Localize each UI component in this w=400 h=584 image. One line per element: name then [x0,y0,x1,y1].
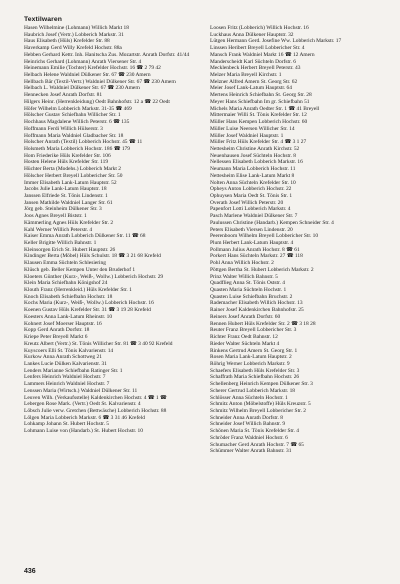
directory-entry: Pasch Marlene Waldniel Dülkener Str. 7 [210,213,298,220]
directory-entry: Schröder Franz Waldniel Hochstr. 6 [210,434,288,441]
directory-entry: Schaefers Elisabeth Hüls Krefelder Str. 3 [210,367,300,374]
directory-entry: Klausen Emma Süchteln Schlesiering [24,260,106,267]
directory-entry: Reuter Franz Breyell Lobbericher Str. 3 [210,327,297,334]
directory-entry: Immer Elisabeth Lank-Latum Hauptstr. 52 [24,179,117,186]
directory-entry: Lohkamp Johann St. Hubert Hochstr. 5 [24,421,110,428]
directory-entry: Löbsch Julie verw. Gretchen (Bettwäsche) Lobberich Hochstr. 88 [24,407,167,414]
directory-entry: Klein Maria Schiefbahn Königshof 24 [24,280,108,287]
section-heading: Textilwaren [24,16,62,23]
directory-entry: Müller Fritz Hüls Krefelder Str. 4 ☎ 3 1 27 [210,139,307,146]
directory-entry: Kohnert Josef Moerser Hauptstr. 16 [24,320,102,327]
directory-entry: Müller Josef Waldniel Hauptstr. 1 [210,132,284,139]
directory-entry: Koenen Gustav Hüls Krefelder Str. 31 ☎ 3 19 28 Krefeld [24,307,151,314]
directory-entry: Hochhaus Magdalene Willich Peterstr. 6 ☎ 135 [24,119,130,126]
directory-entry: Melzner Alfred Amern St. Georg Str. 62 [210,78,298,85]
directory-entry: Knoch Elisabeth Schiefbahn Hochstr. 18 [24,293,113,300]
directory-entry: Müller Luise Neersen Willicher Str. 14 [210,125,295,132]
directory-entry: Kriepe Peter Breyell Markt 6 [24,334,88,341]
directory-entry: Klouth Franz (Herrenkleid.) Hüls Krefelder Str. 1 [24,287,132,294]
directory-entry: Lenfers Heinrich Waldniel Hochstr. 7 [24,374,106,381]
directory-entry: Nettesheim Elise Lank-Latum Markt 8 [210,172,295,179]
directory-entry: Kindinger Berta (Möbel) Hüls Schulstr. 18 ☎ 3 21 68 Krefeld [24,253,161,260]
directory-entry: Schümmer Walter Anrath Bahnstr. 31 [210,448,292,455]
directory-entry: Hoffmann Ferdi Willich Hülserstr. 3 [24,125,103,132]
directory-entry: Quasten Luise Schiefbahn Bruchstr. 2 [210,293,293,300]
directory-entry: Hölscher Gustav Schiefbahn Willicher Str. 1 [24,112,121,119]
directory-entry: Michels Maria Anrath Oedter Str. 1 ☎ 41 Breyell [210,105,320,112]
directory-entry: Jörg geb. Steinheim Dülkener Str. 3 [24,206,102,213]
directory-entry: Neumann Maria Lobberich Hochstr. 11 [210,166,296,173]
directory-entry: Müller Hans Kempen Lobberich Hochstr. 60 [210,119,308,126]
directory-entry: Haubrich Josef (Vertr.) Lobberich Markstr. 31 [24,31,124,38]
directory-entry: Kopp Gerd Anrath Dorfstr. 18 [24,327,90,334]
directory-entry: Jacobs Julie Lank-Latum Hauptstr. 18 [24,186,107,193]
left-column [24,25,194,455]
directory-entry: Hüchter Berta (Modehs.) Lobberich Markt 2 [24,166,121,173]
directory-entry: Joos Agnes Breyell Biststr. 1 [24,213,87,220]
directory-entry: Overath Josef Willich Peterstr. 20 [210,199,284,206]
directory-entry: Helbach Helene Waldniel Dülkener Str. 67 ☎ 230 Amern [24,72,151,79]
directory-entry: Lütgen Hermann Gerd. Josefine Ww. Lobberich Markstr. 17 [210,38,342,45]
directory-entry: Klüsch geb. Beller Kempen Unter den Bruderhof 1 [24,266,136,273]
page-number: 436 [24,568,36,575]
directory-entry: Schellenberg Heinrich Kempen Dülkener Str. 3 [210,381,313,388]
directory-entry: Schlösser Anna Süchteln Hochstr. 1 [210,394,288,401]
directory-entry: Melzer Maria Breyell Kirchstr. 1 [210,72,282,79]
directory-entry: Hom Friederike Hüls Krefelder Str. 106 [24,152,111,159]
directory-entry: Schneider Anna Anrath Dorfstr. 8 [210,414,283,421]
directory-entry: Lankes Lucie Dülken Kalvarienstr. 31 [24,360,107,367]
directory-entry: Lebergen Rose Mark. (Vertr.) Oedt St. Kalvarienstr. 4 [24,401,141,408]
directory-entry: Rieder Walter Süchteln Markt 4 [210,340,280,347]
directory-entry: Hoffmann Maria Waldniel Gladbacher Str. 18 [24,132,124,139]
directory-entry: Kochs Maria (Kurz-, Weiß-, Wollw.) Lobberich Hochstr. 16 [24,300,154,307]
directory-entry: Heinemann Emilie (Tochter) Krefelder Hochstr. 16 ☎ 2 79 42 [24,65,161,72]
directory-entry: Rademacher Elisabeth Willich Hochstr. 13 [210,300,303,307]
directory-entry: Hölscher Herbert Breyell Lobbericher Str. 50 [24,172,123,179]
directory-entry: Nettesheim Christine Anrath Kirchstr. 52 [210,145,300,152]
directory-entry: Schneider Josef Willich Bahnstr. 9 [210,421,286,428]
directory-entry: Peters Elisabeth Viersen Lindenstr. 20 [210,226,293,233]
directory-entry: Leuven Wilh. (Verkaufsstelle) Kaldenkirchen Hochstr. 4 ☎ 1 ☎ [24,394,167,401]
directory-entry: Opheys Anton Lobberich Hochstr. 22 [210,186,292,193]
directory-entry: Rennen Hubert Hüls Krefelder Str. 2 ☎ 3 18 28 [210,320,316,327]
directory-entry: Porkert Hans Süchteln Markstr. 27 ☎ 118 [210,253,303,260]
directory-entry: Rosen Maria Lank-Latum Hauptstr. 2 [210,354,292,361]
directory-entry: Meyer Hans Schiefbahn Im gr. Schiefbahn 51 [210,98,310,105]
directory-entry: Plum Herbert Lank-Latum Hauptstr. 4 [210,240,294,246]
directory-entry: Nolten Anna Süchteln Krefelder Str. 10 [210,179,296,186]
directory-entry: Meier Josef Lank-Latum Hauptstr. 64 [210,85,292,92]
directory-entry: Papenfort Lotti Lobberich Markstr. 4 [210,206,291,213]
directory-entry: Kuyscoers Elli St. Tönis Kalvarienstr. 14 [24,347,114,354]
directory-entry: Janssen Elfriede St. Tönis Lindenstr. 1 [24,192,108,199]
entry-columns [24,25,386,455]
directory-entry: Prinz Walter Willich Bahnstr. 5 [210,273,278,280]
directory-entry: Jansen Mathilde Waldniel Langer Str. 61 [24,199,113,206]
directory-entry: Hilgers Heinr. (Herrenkleidung) Oedt Bahnhofstr. 12 a ☎ 22 Oedt [24,98,170,105]
directory-entry: Haus Elisabeth (Hüls) Krefelder Str. 88 [24,38,110,45]
directory-entry: Schmitz Wilhelm Breyell Lobbericher Str. 2 [210,407,307,414]
directory-entry: Neuenhausen Josef Süchteln Hochstr. 8 [210,152,296,159]
directory-entry: Heinrichs Gerhard (Lohmann) Anrath Viersener Str. 4 [24,58,142,65]
directory-entry: Lenssen Maria (Wirtsch.) Waldniel Dülkener Str. 11 [24,387,138,394]
directory-entry: Röhrig Werner Lobberich Markstr. 9 [210,360,290,367]
directory-entry: Koesters Anna Lank-Latum Rheinstr. 10 [24,313,113,320]
directory-entry: Hennecken Josef Anrath Dorfstr. 81 [24,92,103,99]
directory-entry: Reiners Josef Anrath Dorfstr. 60 [210,313,281,320]
directory-entry: Nellessen Elisabeth Lobberich Markstr. 16 [210,159,303,166]
directory-entry: Luckhaus Anna Dülkener Hauptstr. 32 [210,31,294,38]
directory-entry: Pöttgen Bertha St. Hubert Lobberich Markstr. 2 [210,266,314,273]
directory-entry: Rainer Josef Kaldenkirchen Bahnhofstr. 25 [210,307,304,314]
directory-entry: Paulussen Christine (Handarb.) Kempen Schneider Str. 4 [210,219,334,226]
directory-entry: Kurkow Anna Anrath Schottweg 21 [24,354,102,361]
directory-entry: Hebben Gerhard Kettr. Inh. Hanitscha Zus. Mozartstr. Anrath Dorfstr. 41/44 [24,51,190,58]
directory-entry: Schmitz Anton (Möbelstoffe) Hüls Kreuzstr. 5 [210,401,311,408]
directory-entry: Pollmann Julius Anrath Hochstr. 8 ☎ 61 [210,246,300,253]
directory-entry: Lohmann Luise von (Handarb.) St. Hubert Hochstr. 10 [24,428,143,435]
directory-entry: Mansch Frank Waldniel Markt 16 ☎ 12 Amern [210,51,315,58]
directory-entry: Quasten Maria Süchteln Hochstr. 1 [210,287,287,294]
directory-entry: Kaiser Emma Anrath Lobberich Dülkener Str. 11 ☎ 68 [24,233,146,240]
directory-entry: Kahl Werner Willich Peterstr. 4 [24,226,93,233]
directory-entry: Hasen Wilhelmine (Lohmann) Willich Markt 18 [24,25,129,31]
directory-entry: Kreutz Albert (Vertr.) St. Tönis Willicher Str. 81 ☎ 3 40 92 Krefeld [24,340,173,347]
directory-entry: Manderscheidt Karl Süchteln Dorfstr. 6 [210,58,296,65]
directory-entry: Höfer Wilhelm Lobberich Markstr. 31-35 ☎ 469 [24,105,132,112]
directory-entry: Lenders Marianne Schiefbahn Ratinger Str. 1 [24,367,123,374]
directory-entry: Schaffrath Maria Schiefbahn Hochstr. 26 [210,374,300,381]
directory-entry: Kloeters Günther (Kurz-, Weiß-, Wollw.) Lobberich Hochstr. 29 [24,273,164,280]
directory-entry: Pohl Anna Willich Hochstr. 2 [210,260,274,267]
directory-entry: Rinkens Gertrud Amern St. Georg Str. 1 [210,347,298,354]
directory-entry: Haverkamp Gerd Willy Krefeld Hochstr. 88a [24,45,122,52]
directory-entry: Richter Franz Oedt Bahnstr. 12 [210,334,278,341]
directory-entry: Schumacher Gerd Anrath Hochstr. 7 ☎ 65 [210,441,304,448]
directory-entry: Loosen Fritz (Lobberich) Willich Hochstr. 16 [210,25,309,31]
directory-entry: Keller Brigitte Willich Bahnstr. 1 [24,240,97,246]
directory-entry: Scherer Gertrud Lobberich Markstr. 18 [210,387,296,394]
directory-entry: Hellbach Bär (Textil-Vertr.) Waldniel Dülkener Str. 67 ☎ 230 Amern [24,78,176,85]
directory-entry: Mittermaier Willi St. Tönis Krefelder Str. 12 [210,112,307,119]
directory-entry: Kämmerling Agnes Hüls Krefelder Str. 2 [24,219,114,226]
directory-entry: Kleinsorgen Erich St. Hubert Hauptstr. 26 [24,246,116,253]
directory-entry: Holsmeth Maria Lobberich Hochstr. 186 ☎ 179 [24,145,130,152]
directory-entry: Linssen Heribert Breyell Lobbericher Str. 4 [210,45,305,52]
right-column [210,25,386,455]
directory-entry: Lammers Heinrich Waldniel Hochstr. 7 [24,381,110,388]
directory-entry: Hosten Helene Hüls Krefelder Str. 119 [24,159,109,166]
directory-entry: Helbach L. Waldniel Dülkener Str. 67 ☎ 230 Amern [24,85,140,92]
directory-entry: Peerenboom Wilhelm Breyell Lobbericher Str. 10 [210,233,319,240]
directory-entry: Schönen Maria St. Tönis Krefelder Str. 4 [210,428,299,435]
directory-entry: Lölgen Maria Lobberich Markstr. 6 ☎ 3 31 46 Krefeld [24,414,145,421]
directory-entry: Ophuysen Maria Oedt St. Tönis Str. 1 [210,192,293,199]
directory-entry: Mecklenbeck Herbert Breyell Peterstr. 43 [210,65,301,72]
directory-entry: Quadflieg Anna St. Tönis Oststr. 4 [210,280,285,287]
directory-entry: Mertens Heinrich Schiefbahn St. Georg Str. 28 [210,92,312,99]
directory-entry: Holscher Anrath (Textil) Lobberich Hochstr. 45 ☎ 11 [24,139,143,146]
